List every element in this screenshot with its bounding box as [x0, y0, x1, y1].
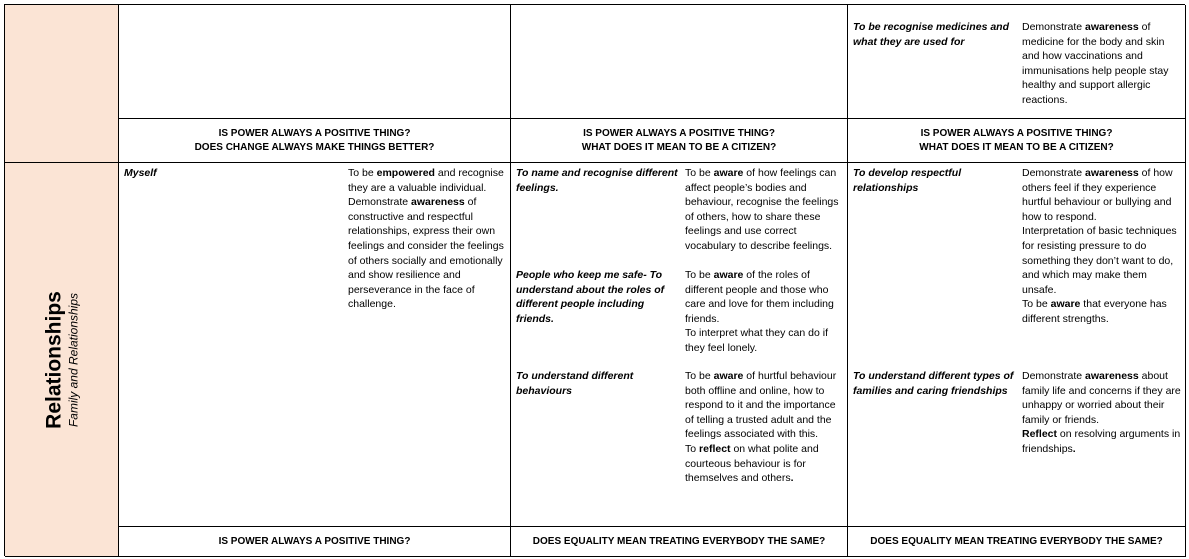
content-cell-col3	[848, 163, 1186, 527]
entry-topic: To name and recognise different feelings.	[516, 167, 678, 194]
feelings-entry	[516, 166, 843, 254]
myself-entry	[124, 166, 506, 312]
sidebar-title: Relationships	[42, 290, 65, 429]
entry-description	[1022, 369, 1182, 457]
entry-topic: People who keep me safe- To understand about the roles of different people including friends.	[516, 269, 665, 325]
big-question-line: WHAT DOES IT MEAN TO BE A CITIZEN?	[919, 141, 1114, 153]
medicines-entry	[853, 20, 1182, 108]
sidebar-relationships-cell	[5, 163, 119, 557]
entry-topic: Myself	[124, 167, 157, 179]
big-question-line: IS POWER ALWAYS A POSITIVE THING?	[920, 127, 1113, 139]
big-question-line: DOES EQUALITY MEAN TREATING EVERYBODY THE SAME?	[870, 535, 1163, 547]
sidebar-label	[42, 291, 81, 429]
entry-description	[685, 268, 843, 356]
description-paragraph: Interpretation of basic techniques for resisting pressure to do something they don’t want to do, and which may make them unsafe.	[1022, 225, 1177, 296]
description-paragraph: To be aware of the roles of different people and those who care and love for them including friends.	[685, 269, 834, 325]
safe-people-entry	[516, 268, 843, 356]
big-question-line: DOES CHANGE ALWAYS MAKE THINGS BETTER?	[194, 141, 435, 153]
entry-description	[348, 166, 506, 312]
description-paragraph: Demonstrate awareness of how others feel if they experience hurtful behaviour or bullying and how to respond.	[1022, 167, 1173, 223]
entry-topic: To understand different behaviours	[516, 370, 634, 397]
sidebar-subtitle: Family and Relationships	[66, 292, 80, 427]
big-question-cell	[848, 119, 1186, 163]
entry-topic: To develop respectful relationships	[853, 167, 962, 194]
description-paragraph: To be aware that everyone has different strengths.	[1022, 298, 1167, 325]
description-paragraph: Demonstrate awareness of constructive and respectful relationships, express their own feelings and consider the feelings of others socially and emotionally and show resilience and perseverance in the face of challenge.	[348, 196, 504, 311]
description-paragraph: To be empowered and recognise they are a valuable individual.	[348, 167, 504, 194]
entry-description	[685, 166, 843, 254]
sidebar-top-cell	[5, 5, 119, 163]
top-cell-col3	[848, 5, 1186, 119]
description-paragraph: Demonstrate awareness about family life and concerns if they are unhappy or worried about their family or friends.	[1022, 370, 1181, 426]
big-question-line: IS POWER ALWAYS A POSITIVE THING?	[583, 127, 775, 139]
big-question-line: IS POWER ALWAYS A POSITIVE THING?	[218, 127, 411, 139]
description-paragraph: To reflect on what polite and courteous behaviour is for themselves and others.	[685, 442, 819, 485]
big-question-cell	[511, 119, 848, 163]
content-cell-col2	[511, 163, 848, 527]
curriculum-table	[4, 4, 1185, 556]
top-cell-col2	[511, 5, 848, 119]
entry-topic: To understand different types of families and caring friendships	[853, 370, 1014, 397]
description-paragraph: Demonstrate awareness of medicine for the body and skin and how vaccinations and immunisations help people stay healthy and support allergic reactions.	[1022, 21, 1169, 106]
behaviours-entry	[516, 369, 843, 486]
big-question-line: DOES EQUALITY MEAN TREATING EVERYBODY THE SAME?	[532, 535, 826, 547]
entry-description	[685, 369, 843, 486]
top-cell-col1	[119, 5, 511, 119]
entry-description	[1022, 166, 1182, 327]
description-paragraph: Reflect on resolving arguments in friendships.	[1022, 428, 1181, 455]
big-question-cell	[119, 119, 511, 163]
description-paragraph: To be aware of how feelings can affect people’s bodies and behaviour, recognise the feelings of others, how to share these feelings and use correct vocabulary to describe feelings.	[685, 167, 839, 252]
entry-description	[1022, 20, 1182, 108]
big-question-cell	[119, 527, 511, 557]
families-entry	[853, 369, 1182, 457]
description-paragraph: To be aware of hurtful behaviour both offline and online, how to respond to it and the importance of telling a trusted adult and the feelings associated with this.	[685, 370, 837, 441]
content-cell-col1	[119, 163, 511, 527]
big-question-line: IS POWER ALWAYS A POSITIVE THING?	[218, 535, 411, 547]
big-question-cell	[511, 527, 848, 557]
entry-topic: To be recognise medicines and what they are used for	[853, 21, 1009, 48]
big-question-cell	[848, 527, 1186, 557]
respectful-relationships-entry	[853, 166, 1182, 327]
big-question-line: WHAT DOES IT MEAN TO BE A CITIZEN?	[581, 141, 777, 153]
description-paragraph: To interpret what they can do if they feel lonely.	[685, 327, 828, 354]
